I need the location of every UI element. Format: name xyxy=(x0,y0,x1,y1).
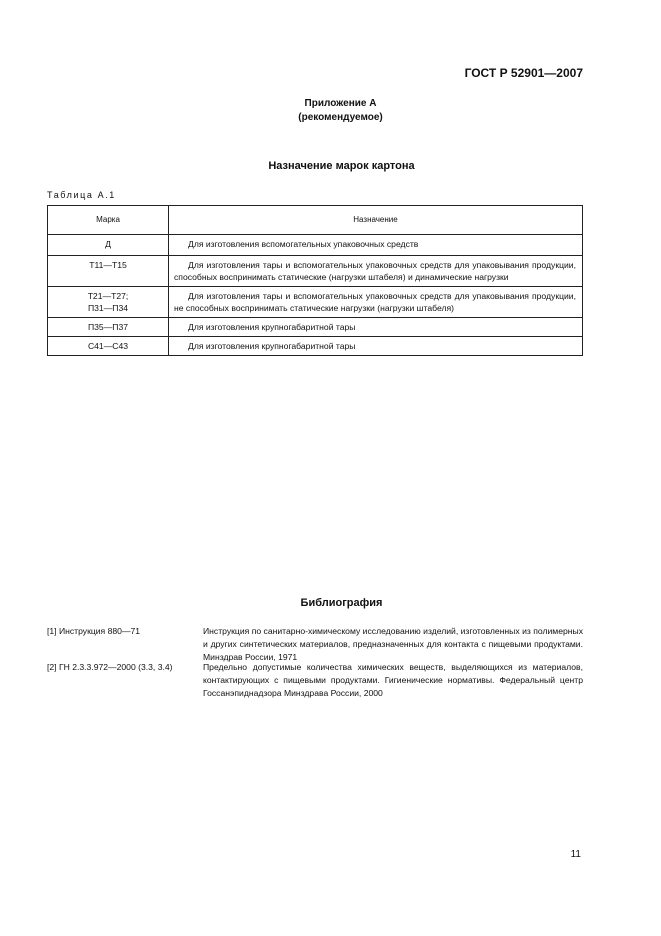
bibliography-text: Предельно допустимые количества химических веществ, выделяющихся из материалов, контактирующих с пищевыми продуктами. Гигиенические нормативы. Федеральный центр Госсанэпиднадзора Минздрава России, 2000 xyxy=(203,662,583,698)
grade-cell xyxy=(48,287,169,318)
table-header-row xyxy=(48,206,583,235)
table-row xyxy=(48,337,583,356)
page-number: 11 xyxy=(570,849,581,860)
table-row xyxy=(48,287,583,318)
column-header-purpose: Назначение xyxy=(169,206,583,235)
table-row xyxy=(48,318,583,337)
annex-title-block xyxy=(0,97,661,125)
table-row xyxy=(48,256,583,287)
purpose-cell: Для изготовления вспомогательных упаковочных средств xyxy=(169,235,583,256)
grade-cell: Д xyxy=(48,235,169,256)
grade-cell: С41—С43 xyxy=(48,337,169,356)
standard-code: ГОСТ Р 52901—2007 xyxy=(464,66,583,80)
grades-table xyxy=(47,205,583,356)
annex-title: Приложение А xyxy=(304,98,377,109)
purpose-cell: Для изготовления крупногабаритной тары xyxy=(169,318,583,337)
bibliography-ref: [2] ГН 2.3.3.972—2000 (3.3, 3.4) xyxy=(47,662,173,672)
annex-subtitle: (рекомендуемое) xyxy=(298,112,383,123)
table-row xyxy=(48,235,583,256)
grade-line-1: Т21—Т27; xyxy=(87,291,129,301)
section-heading: Назначение марок картона xyxy=(268,160,415,172)
purpose-cell: Для изготовления тары и вспомогательных упаковочных средств для упаковывания продукции, не способных воспринимать статические нагрузки (нагрузки штабеля) xyxy=(169,287,583,318)
bibliography-title: Библиография xyxy=(300,597,383,609)
grade-cell: П35—П37 xyxy=(48,318,169,337)
purpose-cell: Для изготовления тары и вспомогательных упаковочных средств для упаковывания продукции, способных воспринимать статические (нагрузки штабеля) и динамические нагрузки xyxy=(169,256,583,287)
bibliography-text: Инструкция по санитарно-химическому исследованию изделий, изготовленных из полимерных и других синтетических материалов, предназначенных для контакта с пищевыми продуктами. Минздрав России, 1971 xyxy=(203,626,583,662)
grade-cell: Т11—Т15 xyxy=(48,256,169,287)
grade-line-2: П31—П34 xyxy=(87,303,129,313)
table-caption: Таблица А.1 xyxy=(47,190,116,200)
column-header-grade: Марка xyxy=(48,206,169,235)
bibliography-ref: [1] Инструкция 880—71 xyxy=(47,626,141,636)
purpose-cell: Для изготовления крупногабаритной тары xyxy=(169,337,583,356)
